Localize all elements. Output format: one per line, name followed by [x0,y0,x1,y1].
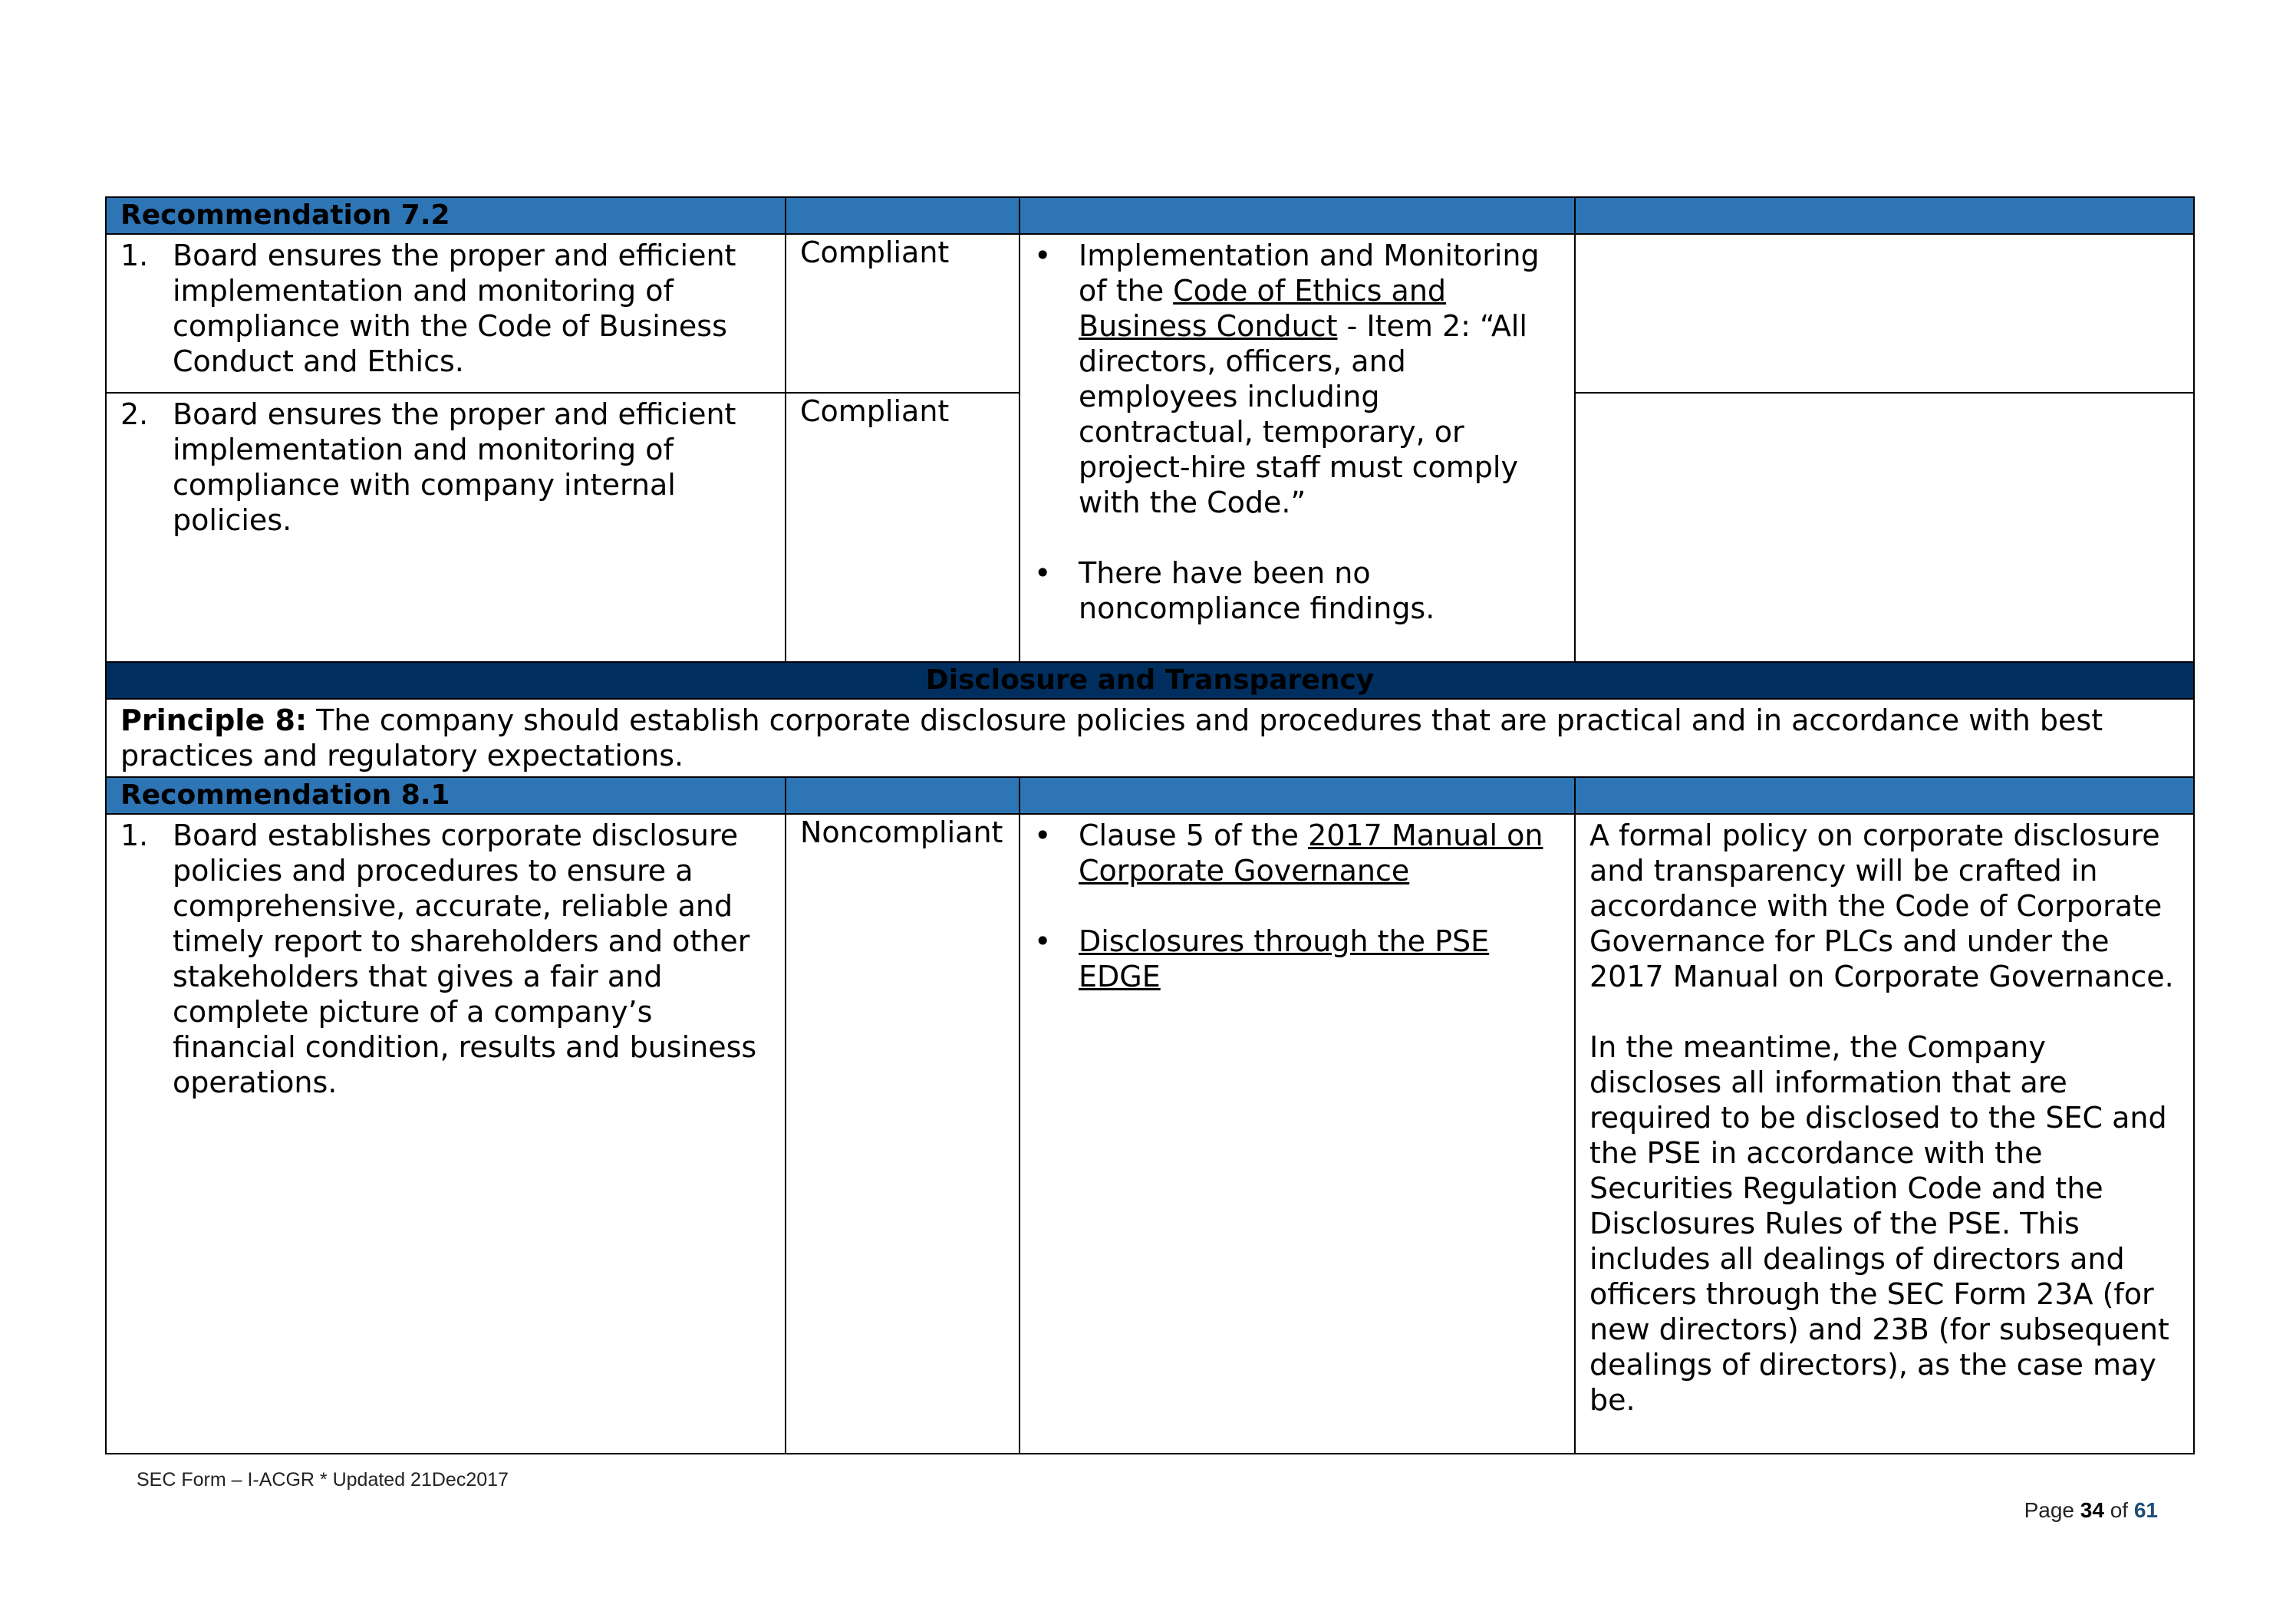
table-row [106,814,2194,1454]
item-text: Board ensures the proper and efficient implementation and monitoring of compliance with company internal policies. [173,397,736,538]
remark-paragraph: In the meantime, the Company discloses all information that are required to be disclosed to the SEC and the PSE in accordance with the Securities Regulation Code and the Disclosures Rules of the PSE. This includes all dealings of directors and officers through the SEC Form 23A (for new directors) and 23B (for subsequent dealings of directors), as the case may be. [1589,1030,2169,1417]
principle-label: Principle 8: [120,703,308,737]
principle-text: The company should establish corporate disclosure policies and procedures that are practical and in accordance with best practices and regulatory expectations. [120,703,2103,772]
list-item: • Implementation and Monitoring of the Code of Ethics and Business Conduct - Item 2: “All directors, officers, and employees including contractual, temporary, or project-hire staff must comply with the Code.” [1034,239,1540,519]
bullet-icon: • [1034,819,1052,852]
form-footer-label: SEC Form – I-ACGR * Updated 21Dec2017 [137,1469,509,1491]
list-item: • Clause 5 of the 2017 Manual on Corporate Governance [1034,819,1543,888]
explanation-list [1034,238,1560,626]
recommendation-item [106,814,786,1454]
pse-edge-link[interactable]: Disclosures through the PSE EDGE [1079,924,1490,993]
recommendation-8-1-header [106,777,2194,814]
principle-row [106,699,2194,777]
remark-paragraph: A formal policy on corporate disclosure and transparency will be crafted in accordance with the Code of Corporate Governance for PLCs and under the 2017 Manual on Corporate Governance. [1589,819,2174,993]
manual-corporate-governance-link[interactable]: 2017 Manual on Corporate Governance [1079,819,1543,888]
explanation-cell [1020,234,1575,662]
explanation-cell [1020,814,1575,1454]
explanation-list [1034,818,1560,994]
section-title: Disclosure and Transparency [106,662,2194,699]
item-text: Board establishes corporate disclosure policies and procedures to ensure a comprehensive, accurate, reliable and timely report to shareholders and other stakeholders that gives a fair and complete picture of a company’s financial condition, results and business operations. [173,819,757,1099]
remarks-cell [1575,393,2194,662]
page-number: Page 34 of 61 [2024,1498,2158,1522]
bullet-icon: • [1034,924,1052,958]
table-row [106,234,2194,393]
remarks-cell [1575,814,2194,1454]
recommendation-item [106,393,786,662]
principle-8 [106,699,2194,777]
code-of-ethics-link[interactable]: Code of Ethics and Business Conduct [1079,274,1447,343]
recommendation-7-2-title: Recommendation 7.2 [106,197,786,234]
recommendation-item [106,234,786,393]
list-item: • There have been no noncompliance findings. [1034,556,1435,625]
compliance-status: Compliant [786,393,1020,662]
list-item [1034,924,1560,994]
recommendation-8-1-title: Recommendation 8.1 [106,777,786,814]
compliance-status: Compliant [786,234,1020,393]
item-number: 2. [120,397,149,432]
item-number: 1. [120,239,149,272]
item-text: Board ensures the proper and efficient implementation and monitoring of compliance with the Code of Business Conduct and Ethics. [173,239,736,378]
bullet-icon: • [1034,239,1052,272]
compliance-status: Noncompliant [786,814,1020,1454]
section-header [106,662,2194,699]
recommendation-7-2-header [106,197,2194,234]
bullet-icon: • [1034,556,1052,590]
item-number: 1. [120,819,149,852]
remarks-cell [1575,234,2194,393]
acgr-table [105,196,2195,1454]
